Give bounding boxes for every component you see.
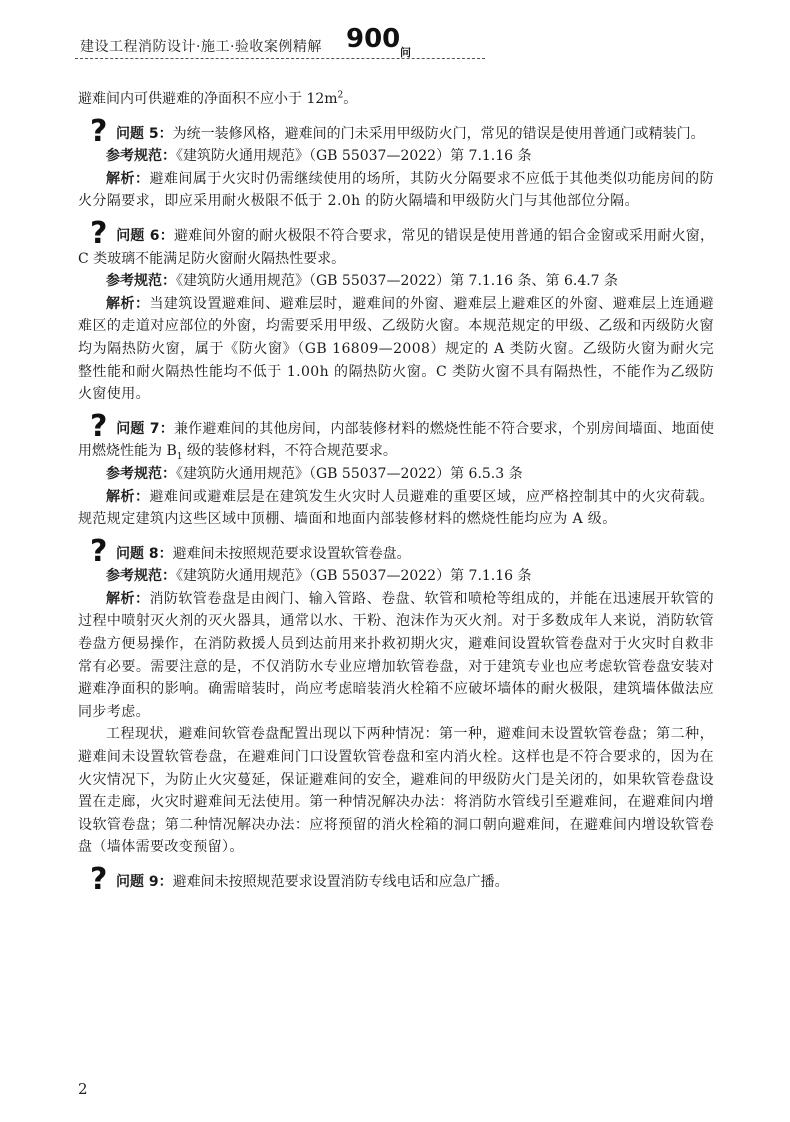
question-mark-icon: ?	[90, 862, 108, 897]
question-6-reference: 参考规范：《建筑防火通用规范》（GB 55037—2022）第 7.1.16 条、第 6.4.7 条	[106, 273, 619, 290]
page-content	[78, 88, 715, 897]
question-8-analysis: 解析：消防软管卷盘是由阀门、输入管路、卷盘、软管和喷枪等组成的，并能在迅速展开软管的过程中喷射灭火剂的灭火器具，通常以水、干粉、泡沫作为灭火剂。对于多数成年人来说，消防软管卷盘方便易操作，在消防救援人员到达前用来扑救初期火灾，避难间设置软管卷盘对于火灾时自救非常有必要。需要注意的是，不仅消防水专业应增加软管卷盘，对于建筑专业也应考虑软管卷盘安装对避难净面积的影响。确需暗装时，尚应考虑暗装消火栓箱不应破坏墙体的耐火极限，建筑墙体做法应同步考虑。	[78, 590, 714, 720]
question-9-label: 问题 9：	[116, 874, 173, 890]
question-6-analysis: 解析：当建筑设置避难间、避难层时，避难间的外窗、避难层上避难区的外窗、避难层上连通避难区的走道对应部位的外窗，均需要采用甲级、乙级防火窗。本规范规定的甲级、乙级和丙级防火窗均为隔热防火窗，属于《防火窗》（GB 16809—2008）规定的 A 类防火窗。乙级防火窗为耐火完整性能和耐火隔热性能均不低于 1.00h 的隔热防火窗。C 类防火窗不具有隔热性，不能作为乙级防火窗使用。	[78, 295, 714, 403]
book-title-suffix: 问	[400, 46, 411, 59]
question-5-label: 问题 5：	[116, 125, 173, 142]
question-8-text: 避难间未按照规范要求设置软管卷盘。	[172, 545, 411, 562]
question-8-reference: 参考规范：《建筑防火通用规范》（GB 55037—2022）第 7.1.16 条	[106, 568, 532, 585]
running-header	[60, 24, 740, 68]
question-8-extra: 工程现状，避难间软管卷盘配置出现以下两种情况：第一种，避难间未设置软管卷盘；第二种，避难间未设置软管卷盘，在避难间门口设置软管卷盘和室内消火栓。这样也是不符合要求的，因为在火灾情况下，为防止火灾蔓延，保证避难间的安全，避难间的甲级防火门是关闭的，如果软管卷盘设置在走廊，火灾时避难间无法使用。第一种情况解决办法：将消防水管线引至避难间，在避难间内增设软管卷盘；第二种情况解决办法：应将预留的消火栓箱的洞口朝向避难间，在避难间内增设软管卷盘（墙体需要改变预留）。	[78, 726, 714, 856]
question-9	[78, 862, 714, 897]
question-5-analysis: 解析：避难间属于火灾时仍需继续使用的场所，其防火分隔要求不应低于其他类似功能房间的防火分隔要求，即应采用耐火极限不低于 2.0h 的防火隔墙和甲级防火门与其他部位分隔。	[78, 170, 714, 210]
book-title-number: 900	[346, 24, 401, 54]
question-8-label: 问题 8：	[116, 545, 173, 562]
question-7: ? 问题 7：兼作避难间的其他房间，内部装修材料的燃烧性能不符合要求，个别房间墙面、地面使用燃烧性能为 $B_1$ 级的装修材料，不符合规范要求。	[78, 408, 715, 463]
question-7-reference: 参考规范：《建筑防火通用规范》（GB 55037—2022）第 6.5.3 条	[106, 465, 523, 482]
question-7-label: 问题 7：	[116, 420, 174, 437]
question-6-text: 避难间外窗的耐火极限不符合要求，常见的错误是使用普通的铝合金窗或采用耐火窗，C 类玻璃不能满足防火窗耐火隔热性要求。	[78, 227, 715, 267]
book-title: 建设工程消防设计·施工·验收案例精解	[80, 39, 322, 55]
question-mark-icon: ?	[90, 533, 108, 569]
question-5-text: 为统一装修风格，避难间的门未采用甲级防火门，常见的错误是使用普通门或精装门。	[172, 125, 705, 142]
header-dashed-rule	[75, 58, 485, 59]
question-6-label: 问题 6：	[116, 227, 174, 244]
question-5	[78, 113, 714, 149]
question-mark-icon: ?	[90, 215, 108, 251]
question-9-text: 避难间未按照规范要求设置消防专线电话和应急广播。	[172, 874, 509, 890]
question-5-reference: 参考规范：《建筑防火通用规范》（GB 55037—2022）第 7.1.16 条	[106, 148, 532, 165]
question-7-analysis: 解析：避难间或避难层是在建筑发生火灾时人员避难的重要区域，应严格控制其中的火灾荷载。规范规定建筑内这些区域中顶棚、墙面和地面内部装修材料的燃烧性能均应为 A 级。	[78, 488, 714, 528]
intro-paragraph: 避难间内可供避难的净面积不应小于 $12m^2$。	[78, 90, 358, 107]
question-mark-icon: ?	[90, 408, 108, 444]
question-6	[78, 215, 715, 270]
page-number: 2	[78, 1080, 88, 1098]
question-mark-icon: ?	[90, 113, 108, 149]
question-8	[78, 533, 714, 569]
